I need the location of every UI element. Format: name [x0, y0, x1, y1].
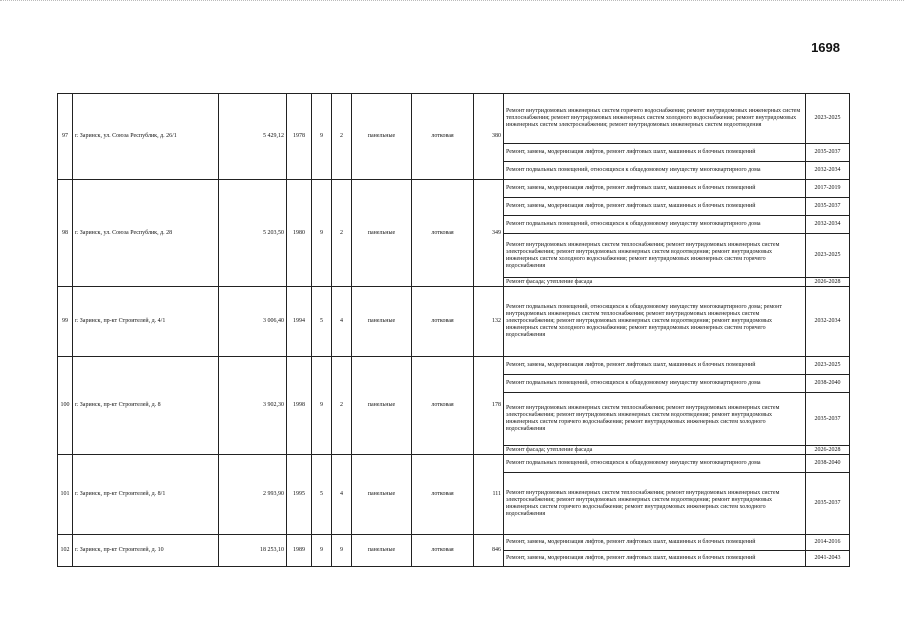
- table-row: [58, 180, 850, 198]
- year-cell: 1978: [287, 94, 312, 180]
- row-number: 98: [58, 180, 73, 287]
- period-cell: 2023-2025: [806, 234, 850, 278]
- work-description-cell: Ремонт подвальных помещений, относящихся к общедомовому имуществу многоквартирного дома: [504, 455, 806, 473]
- address-cell: г. Заринск, пр-кт Строителей, д. 8/1: [73, 455, 219, 535]
- value-cell: 132: [474, 287, 504, 357]
- floors-cell: 9: [312, 180, 332, 287]
- period-cell: 2032-2034: [806, 162, 850, 180]
- roof-type-cell: лотковая: [412, 287, 474, 357]
- floors-cell: 9: [312, 357, 332, 455]
- area-cell: 2 993,90: [219, 455, 287, 535]
- wall-material-cell: панельные: [352, 180, 412, 287]
- table-body: [58, 94, 850, 567]
- entrances-cell: 4: [332, 455, 352, 535]
- area-cell: 18 253,10: [219, 535, 287, 567]
- scan-artifact: [0, 0, 904, 7]
- floors-cell: 9: [312, 94, 332, 180]
- address-cell: г. Заринск, пр-кт Строителей, д. 4/1: [73, 287, 219, 357]
- roof-type-cell: лотковая: [412, 94, 474, 180]
- work-description-cell: Ремонт, замена, модернизация лифтов, ремонт лифтовых шахт, машинных и блочных помещений: [504, 551, 806, 567]
- year-cell: 1998: [287, 357, 312, 455]
- value-cell: 846: [474, 535, 504, 567]
- value-cell: 349: [474, 180, 504, 287]
- work-description-cell: Ремонт подвальных помещений, относящихся к общедомовому имуществу многоквартирного дома: [504, 375, 806, 393]
- period-cell: 2038-2040: [806, 455, 850, 473]
- floors-cell: 5: [312, 455, 332, 535]
- address-cell: г. Заринск, пр-кт Строителей, д. 10: [73, 535, 219, 567]
- roof-type-cell: лотковая: [412, 357, 474, 455]
- entrances-cell: 2: [332, 180, 352, 287]
- floors-cell: 5: [312, 287, 332, 357]
- work-description-cell: Ремонт внутридомовых инженерных систем теплоснабжения; ремонт внутридомовых инженерных систем электроснабжения; ремонт внутридомовых инженерных систем водоотведения; ремонт внутридомовых инженерных систем горячего водоснабжения; ремонт внутридомовых инженерных систем холодного водоснабжения: [504, 473, 806, 535]
- period-cell: 2017-2019: [806, 180, 850, 198]
- floors-cell: 9: [312, 535, 332, 567]
- row-number: 100: [58, 357, 73, 455]
- capital-repair-table: [57, 93, 850, 567]
- year-cell: 1980: [287, 180, 312, 287]
- table-row: [58, 455, 850, 473]
- entrances-cell: 2: [332, 357, 352, 455]
- work-description-cell: Ремонт подвальных помещений, относящихся к общедомовому имуществу многоквартирного дома: [504, 162, 806, 180]
- value-cell: 111: [474, 455, 504, 535]
- year-cell: 1989: [287, 535, 312, 567]
- work-description-cell: Ремонт фасада; утепление фасада: [504, 446, 806, 455]
- period-cell: 2035-2037: [806, 144, 850, 162]
- entrances-cell: 9: [332, 535, 352, 567]
- work-description-cell: Ремонт, замена, модернизация лифтов, ремонт лифтовых шахт, машинных и блочных помещений: [504, 357, 806, 375]
- year-cell: 1995: [287, 455, 312, 535]
- value-cell: 178: [474, 357, 504, 455]
- row-number: 102: [58, 535, 73, 567]
- period-cell: 2023-2025: [806, 94, 850, 144]
- period-cell: 2023-2025: [806, 357, 850, 375]
- period-cell: 2041-2043: [806, 551, 850, 567]
- page-number: 1698: [811, 40, 840, 55]
- work-description-cell: Ремонт внутридомовых инженерных систем теплоснабжения; ремонт внутридомовых инженерных систем электроснабжения; ремонт внутридомовых инженерных систем водоотведения; ремонт внутридомовых инженерных систем холодного водоснабжения; ремонт внутридомовых инженерных систем горячего водоснабжения: [504, 234, 806, 278]
- area-cell: 3 902,30: [219, 357, 287, 455]
- area-cell: 5 429,12: [219, 94, 287, 180]
- address-cell: г. Заринск, пр-кт Строителей, д. 8: [73, 357, 219, 455]
- wall-material-cell: панельные: [352, 287, 412, 357]
- period-cell: 2032-2034: [806, 287, 850, 357]
- address-cell: г. Заринск, ул. Союза Республик, д. 28: [73, 180, 219, 287]
- table-row: [58, 94, 850, 144]
- work-description-cell: Ремонт подвальных помещений, относящихся к общедомовому имуществу многоквартирного дома: [504, 216, 806, 234]
- row-number: 99: [58, 287, 73, 357]
- period-cell: 2038-2040: [806, 375, 850, 393]
- period-cell: 2035-2037: [806, 393, 850, 446]
- value-cell: 380: [474, 94, 504, 180]
- area-cell: 3 006,40: [219, 287, 287, 357]
- work-description-cell: Ремонт фасада; утепление фасада: [504, 278, 806, 287]
- work-description-cell: Ремонт, замена, модернизация лифтов, ремонт лифтовых шахт, машинных и блочных помещений: [504, 144, 806, 162]
- work-description-cell: Ремонт, замена, модернизация лифтов, ремонт лифтовых шахт, машинных и блочных помещений: [504, 535, 806, 551]
- work-description-cell: Ремонт внутридомовых инженерных систем теплоснабжения; ремонт внутридомовых инженерных систем электроснабжения; ремонт внутридомовых инженерных систем водоотведения; ремонт внутридомовых инженерных систем горячего водоснабжения; ремонт внутридомовых инженерных систем холодного водоснабжения: [504, 393, 806, 446]
- entrances-cell: 2: [332, 94, 352, 180]
- row-number: 101: [58, 455, 73, 535]
- year-cell: 1994: [287, 287, 312, 357]
- roof-type-cell: лотковая: [412, 455, 474, 535]
- period-cell: 2035-2037: [806, 473, 850, 535]
- wall-material-cell: панельные: [352, 357, 412, 455]
- work-description-cell: Ремонт, замена, модернизация лифтов, ремонт лифтовых шахт, машинных и блочных помещений: [504, 198, 806, 216]
- period-cell: 2014-2016: [806, 535, 850, 551]
- period-cell: 2035-2037: [806, 198, 850, 216]
- roof-type-cell: лотковая: [412, 535, 474, 567]
- row-number: 97: [58, 94, 73, 180]
- address-cell: г. Заринск, ул. Союза Республик, д. 26/1: [73, 94, 219, 180]
- period-cell: 2026-2028: [806, 278, 850, 287]
- period-cell: 2032-2034: [806, 216, 850, 234]
- entrances-cell: 4: [332, 287, 352, 357]
- wall-material-cell: панельные: [352, 94, 412, 180]
- area-cell: 5 203,50: [219, 180, 287, 287]
- work-description-cell: Ремонт внутридомовых инженерных систем горячего водоснабжения; ремонт внутридомовых инженерных систем теплоснабжения; ремонт внутридомовых инженерных систем холодного водоснабжения; ремонт внутридомовых инженерных систем электроснабжения; ремонт внутридомовых инженерных систем водоотведения: [504, 94, 806, 144]
- table-row: [58, 287, 850, 357]
- roof-type-cell: лотковая: [412, 180, 474, 287]
- work-description-cell: Ремонт подвальных помещений, относящихся к общедомовому имуществу многоквартирного дома; ремонт внутридомовых инженерных систем теплоснабжения; ремонт внутридомовых инженерных систем электроснабжения; ремонт внутридомовых инженерных систем водоотведения; ремонт внутридомовых инженерных систем холодного водоснабжения; ремонт внутридомовых инженерных систем горячего водоснабжения: [504, 287, 806, 357]
- wall-material-cell: панельные: [352, 535, 412, 567]
- table-row: [58, 357, 850, 375]
- wall-material-cell: панельные: [352, 455, 412, 535]
- table-row: [58, 535, 850, 551]
- period-cell: 2026-2028: [806, 446, 850, 455]
- work-description-cell: Ремонт, замена, модернизация лифтов, ремонт лифтовых шахт, машинных и блочных помещений: [504, 180, 806, 198]
